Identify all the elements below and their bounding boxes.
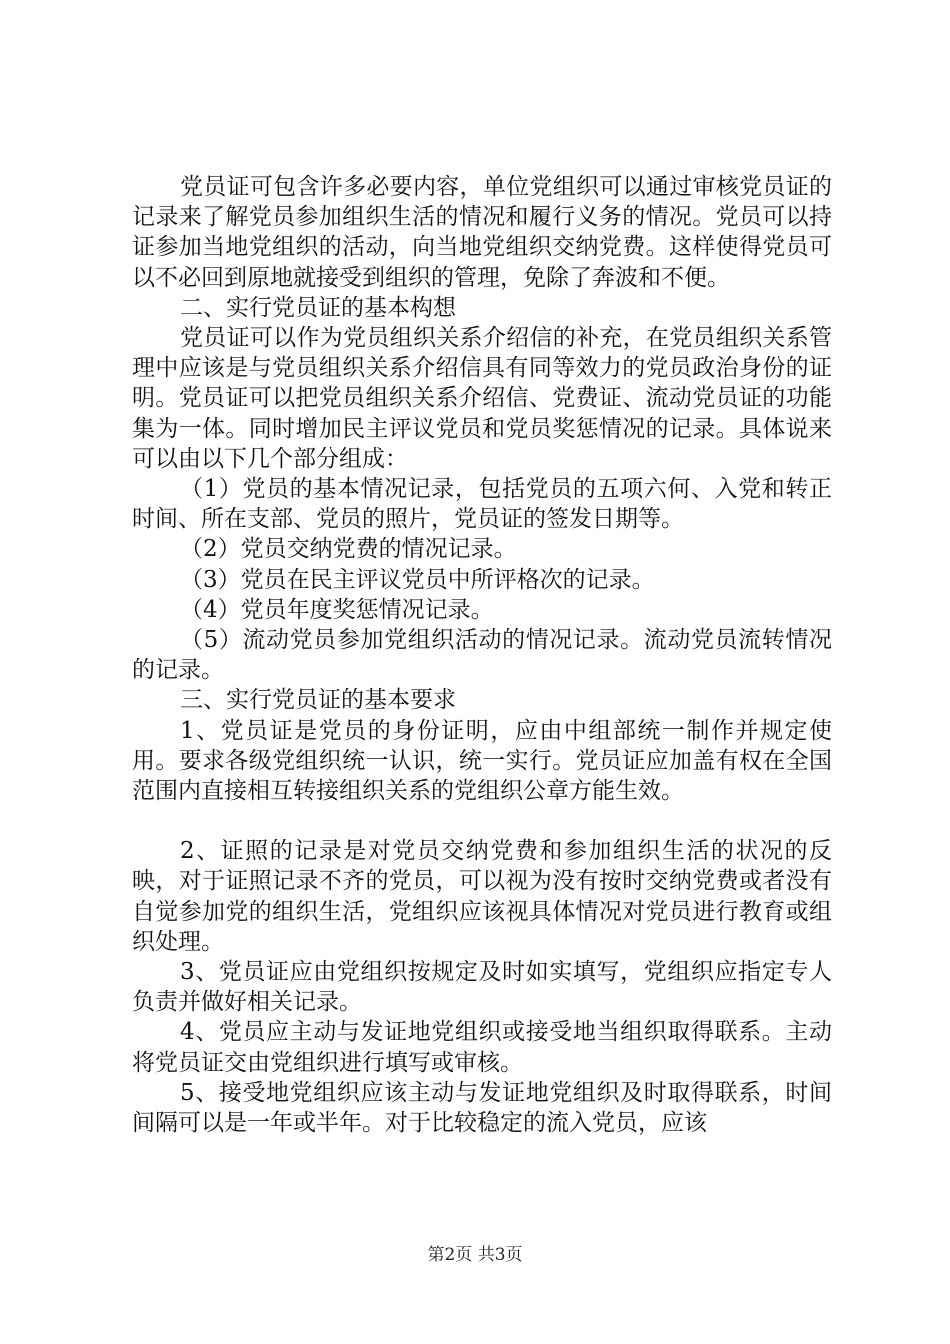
- list-item-5: （5）流动党员参加党组织活动的情况记录。流动党员流转情况的记录。: [132, 627, 832, 684]
- section-heading-2: 二、实行党员证的基本构想: [180, 294, 456, 321]
- requirement-5: 5、接受地党组织应该主动与发证地党组织及时取得联系，时间间隔可以是一年或半年。对于比较稳定的流入党员，应该: [132, 1079, 832, 1137]
- requirement-2: 2、证照的记录是对党员交纳党费和参加组织生活的状况的反映，对于证照记录不齐的党员，可以视为没有按时交纳党费或者没有自觉参加党的组织生活，党组织应该视具体情况对党员进行教育或组织处理。: [132, 838, 832, 955]
- document-body: [132, 172, 832, 1138]
- list-item-1: （1）党员的基本情况记录，包括党员的五项六何、入党和转正时间、所在支部、党员的照片，党员证的签发日期等。: [132, 476, 832, 533]
- list-item-3: （3）党员在民主评议党员中所评格次的记录。: [180, 566, 655, 593]
- blank-line: [132, 806, 832, 836]
- requirement-1: 1、党员证是党员的身份证明，应由中组部统一制作并规定使用。要求各级党组织统一认识，统一实行。党员证应加盖有权在全国范围内直接相互转接组织关系的党组织公章方能生效。: [132, 717, 832, 805]
- paragraph-concept: 党员证可以作为党员组织关系介绍信的补充，在党员组织关系管理中应该是与党员组织关系介绍信具有同等效力的党员政治身份的证明。党员证可以把党员组织关系介绍信、党费证、流动党员证的功能集为一体。同时增加民主评议党员和党员奖惩情况的记录。具体说来可以由以下几个部分组成：: [132, 325, 832, 472]
- list-item-4: （4）党员年度奖惩情况记录。: [180, 596, 494, 623]
- requirement-4: 4、党员应主动与发证地党组织或接受地当组织取得联系。主动将党员证交由党组织进行填写或审核。: [132, 1019, 832, 1076]
- requirement-3: 3、党员证应由党组织按规定及时如实填写，党组织应指定专人负责并做好相关记录。: [132, 959, 832, 1016]
- section-heading-3: 三、实行党员证的基本要求: [180, 687, 456, 714]
- paragraph-intro: 党员证可包含许多必要内容，单位党组织可以通过审核党员证的记录来了解党员参加组织生活的情况和履行义务的情况。党员可以持证参加当地党组织的活动，向当地党组织交纳党费。这样使得党员可以不必回到原地就接受到组织的管理，免除了奔波和不便。: [132, 174, 832, 291]
- list-item-2: （2）党员交纳党费的情况记录。: [180, 536, 517, 563]
- page-footer: 第2页 共3页: [427, 1245, 523, 1265]
